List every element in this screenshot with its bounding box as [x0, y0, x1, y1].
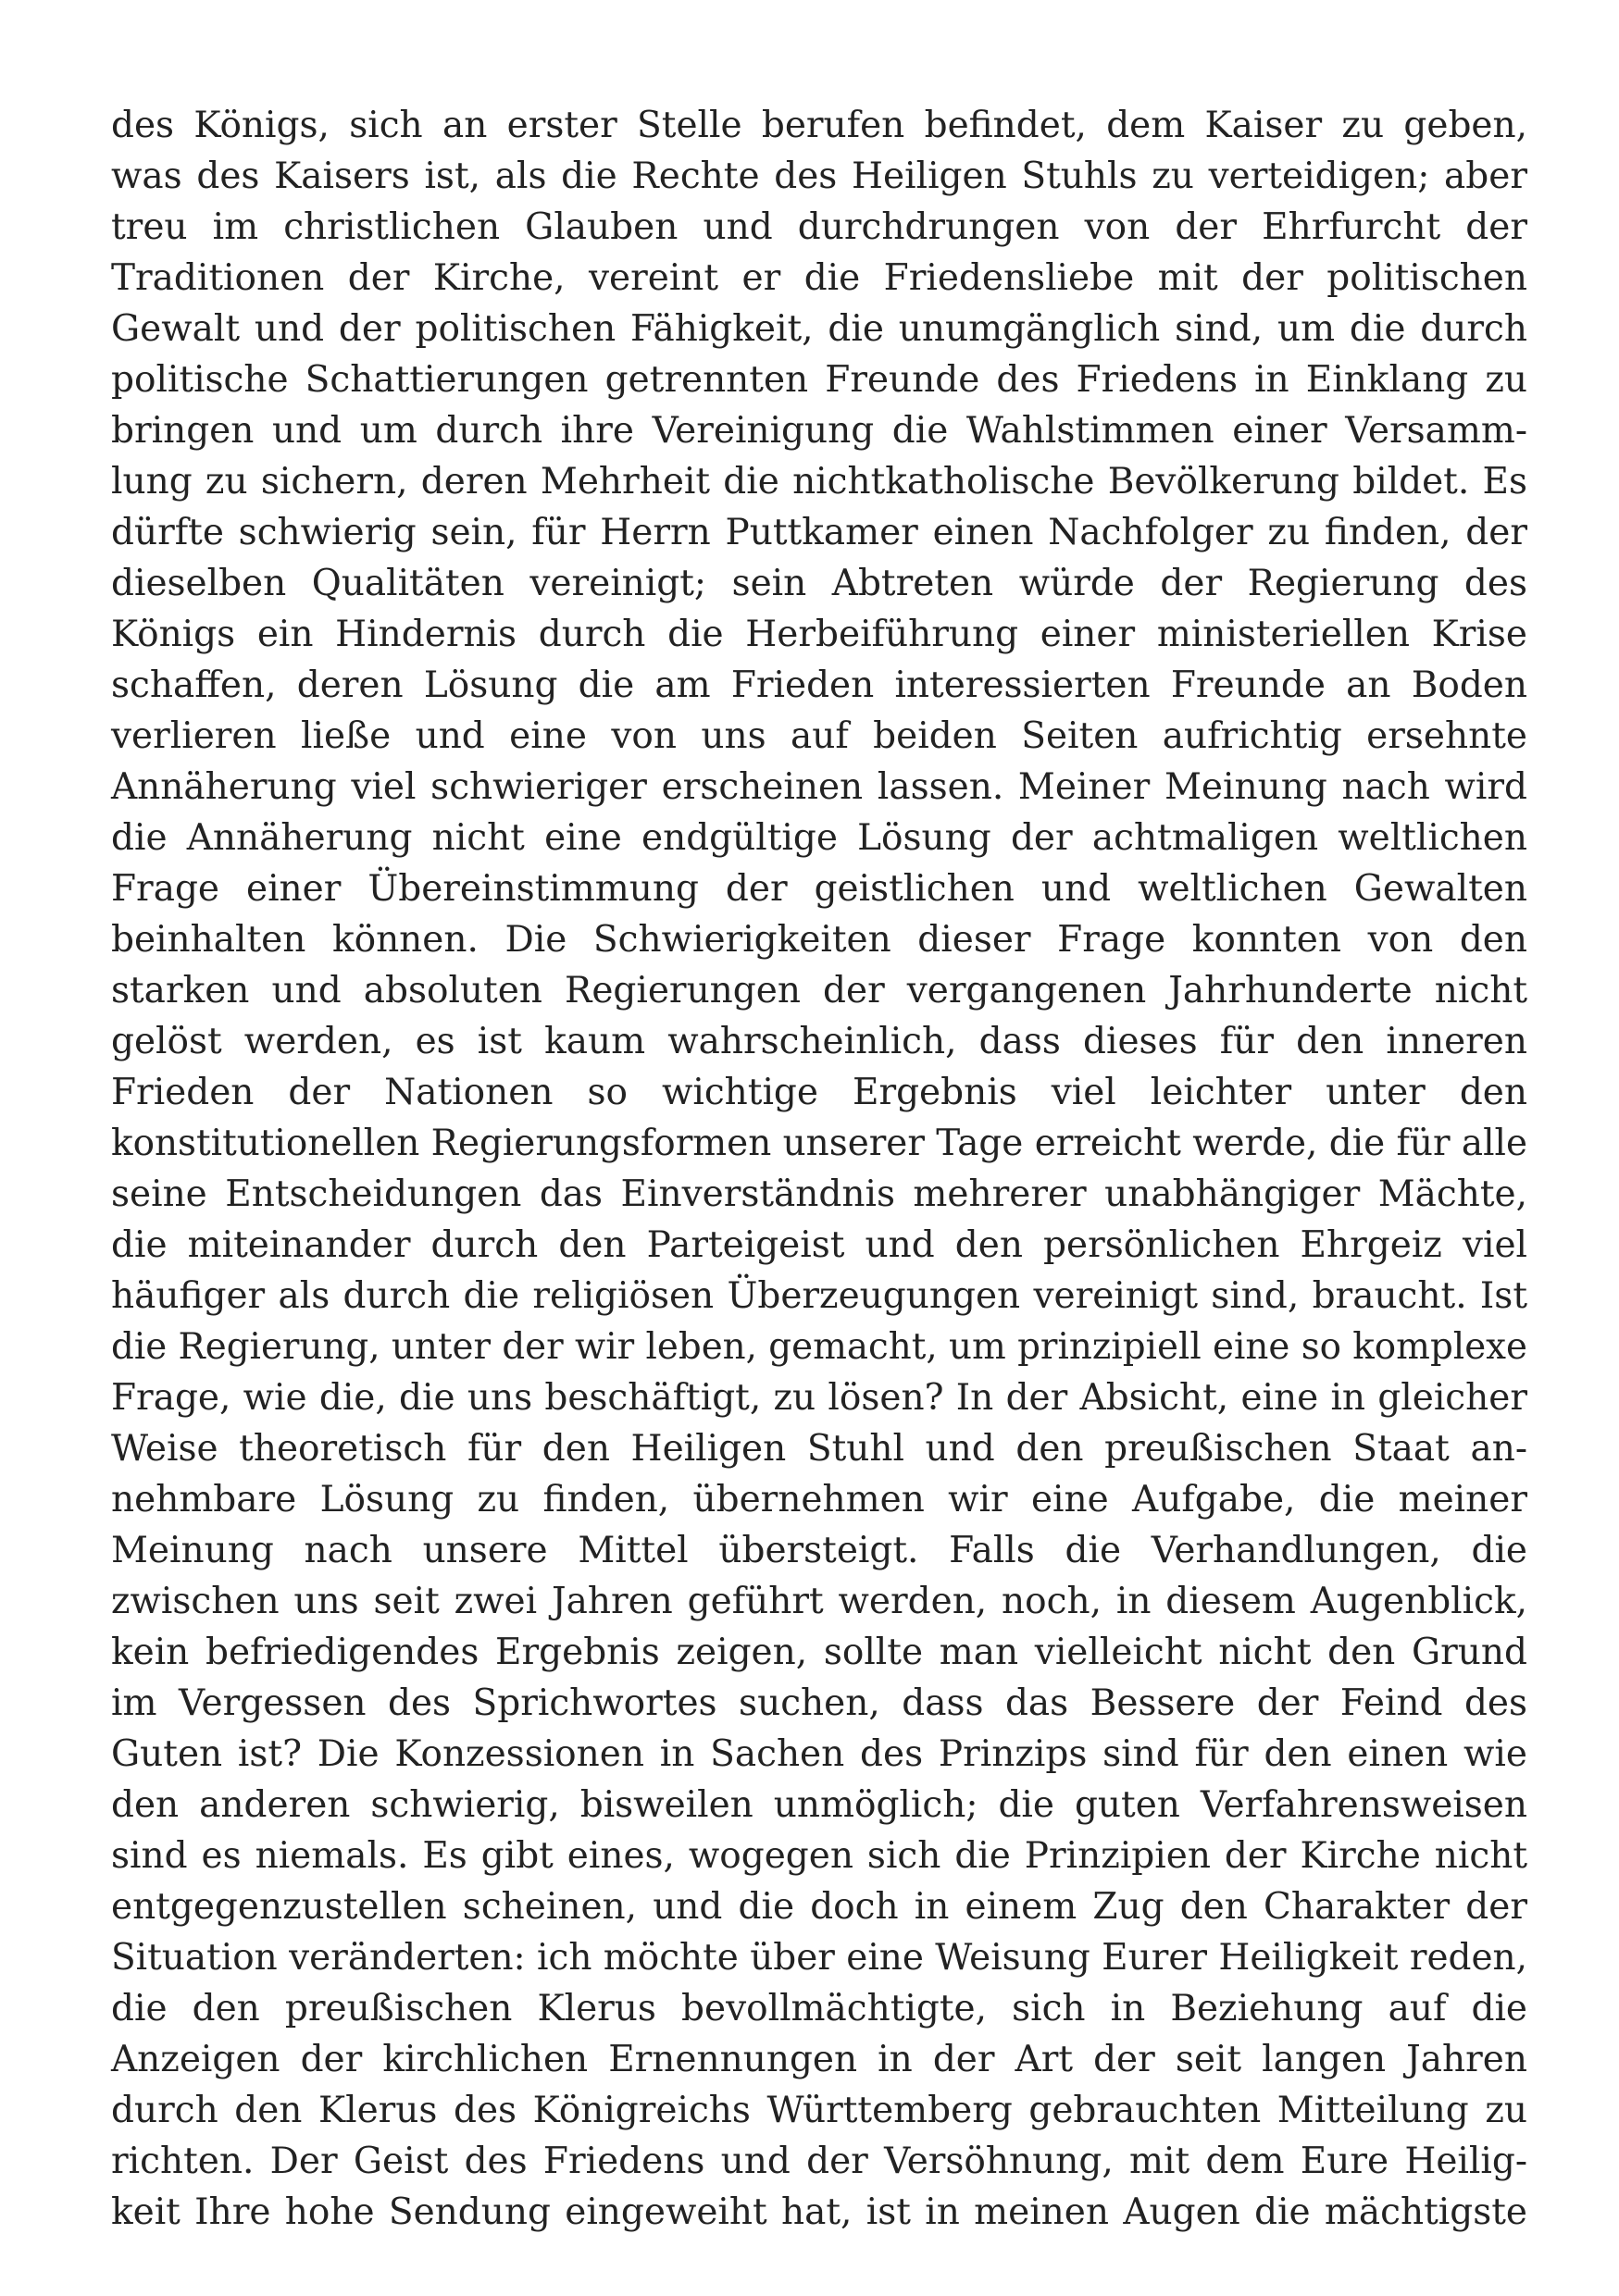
text-line: die Regierung, unter der wir leben, gemacht, um prinzipiell eine so komplexe	[111, 1326, 1527, 1368]
text-line: seine Entscheidungen das Einverständnis mehrerer unabhängiger Mächte,	[111, 1173, 1527, 1215]
text-line: Frage einer Übereinstimmung der geistlichen und weltlichen Gewalten	[111, 868, 1527, 910]
text-line: beinhalten können. Die Schwierigkeiten dieser Frage konnten von den	[111, 919, 1527, 961]
text-line: Meinung nach unsere Mittel übersteigt. Falls die Verhandlungen, die	[111, 1530, 1527, 1571]
text-line: zwischen uns seit zwei Jahren geführt werden, noch, in diesem Augenblick,	[111, 1581, 1527, 1622]
text-line: entgegenzustellen scheinen, und die doch in einem Zug den Charakter der	[111, 1886, 1527, 1928]
text-line: dürfte schwierig sein, für Herrn Puttkamer einen Nachfolger zu finden, der	[111, 512, 1527, 553]
text-line: gelöst werden, es ist kaum wahrscheinlich, dass dieses für den inneren	[111, 1021, 1527, 1062]
text-line: konstitutionellen Regierungsformen unserer Tage erreicht werde, die für alle	[111, 1123, 1527, 1164]
text-line: was des Kaisers ist, als die Rechte des Heiligen Stuhls zu verteidigen; aber	[111, 155, 1527, 197]
text-line: kein befriedigendes Ergebnis zeigen, sollte man vielleicht nicht den Grund	[111, 1632, 1527, 1673]
text-line: Gewalt und der politischen Fähigkeit, die unumgänglich sind, um die durch	[111, 308, 1527, 350]
body-text	[111, 100, 1527, 2238]
text-line: häufiger als durch die religiösen Überzeugungen vereinigt sind, braucht. Ist	[111, 1275, 1527, 1317]
text-line: Anzeigen der kirchlichen Ernennungen in der Art der seit langen Jahren	[111, 2039, 1527, 2080]
text-line: Königs ein Hindernis durch die Herbeiführung einer ministeriellen Krise	[111, 614, 1527, 655]
text-line: dieselben Qualitäten vereinigt; sein Abtreten würde der Regierung des	[111, 563, 1527, 604]
text-line: Frieden der Nationen so wichtige Ergebnis viel leichter unter den	[111, 1072, 1527, 1113]
text-line: bringen und um durch ihre Vereinigung die Wahlstimmen einer Versamm-	[111, 410, 1527, 452]
text-line: Traditionen der Kirche, vereint er die Friedensliebe mit der politischen	[111, 257, 1527, 299]
text-line: sind es niemals. Es gibt eines, wogegen sich die Prinzipien der Kirche nicht	[111, 1835, 1527, 1877]
text-line: des Königs, sich an erster Stelle berufen befindet, dem Kaiser zu geben,	[111, 105, 1527, 146]
text-line: keit Ihre hohe Sendung eingeweiht hat, ist in meinen Augen die mächtigste	[111, 2191, 1527, 2233]
text-line: richten. Der Geist des Friedens und der Versöhnung, mit dem Eure Heilig-	[111, 2141, 1527, 2182]
text-line: den anderen schwierig, bisweilen unmöglich; die guten Verfahrensweisen	[111, 1784, 1527, 1826]
text-line: lung zu sichern, deren Mehrheit die nichtkatholische Bevölkerung bildet. Es	[111, 461, 1527, 503]
text-line: Situation veränderten: ich möchte über eine Weisung Eurer Heiligkeit reden,	[111, 1937, 1527, 1979]
text-line: treu im christlichen Glauben und durchdrungen von der Ehrfurcht der	[111, 206, 1527, 248]
text-line: die Annäherung nicht eine endgültige Lösung der achtmaligen weltlichen	[111, 817, 1527, 859]
text-line: schaffen, deren Lösung die am Frieden interessierten Freunde an Boden	[111, 664, 1527, 706]
text-line: Weise theoretisch für den Heiligen Stuhl und den preußischen Staat an-	[111, 1428, 1527, 1470]
text-line: Frage, wie die, die uns beschäftigt, zu lösen? In der Absicht, eine in gleicher	[111, 1377, 1527, 1419]
text-line: im Vergessen des Sprichwortes suchen, dass das Bessere der Feind des	[111, 1682, 1527, 1724]
text-line: starken und absoluten Regierungen der vergangenen Jahrhunderte nicht	[111, 970, 1527, 1011]
text-line: politische Schattierungen getrennten Freunde des Friedens in Einklang zu	[111, 359, 1527, 401]
text-line: Annäherung viel schwieriger erscheinen lassen. Meiner Meinung nach wird	[111, 766, 1527, 808]
text-line: die den preußischen Klerus bevollmächtigte, sich in Beziehung auf die	[111, 1988, 1527, 2029]
text-line: verlieren ließe und eine von uns auf beiden Seiten aufrichtig ersehnte	[111, 715, 1527, 757]
text-line: die miteinander durch den Parteigeist und den persönlichen Ehrgeiz viel	[111, 1224, 1527, 1266]
text-line: durch den Klerus des Königreichs Württemberg gebrauchten Mitteilung zu	[111, 2090, 1527, 2131]
text-line: Guten ist? Die Konzessionen in Sachen des Prinzips sind für den einen wie	[111, 1733, 1527, 1775]
text-line: nehmbare Lösung zu finden, übernehmen wir eine Aufgabe, die meiner	[111, 1479, 1527, 1520]
